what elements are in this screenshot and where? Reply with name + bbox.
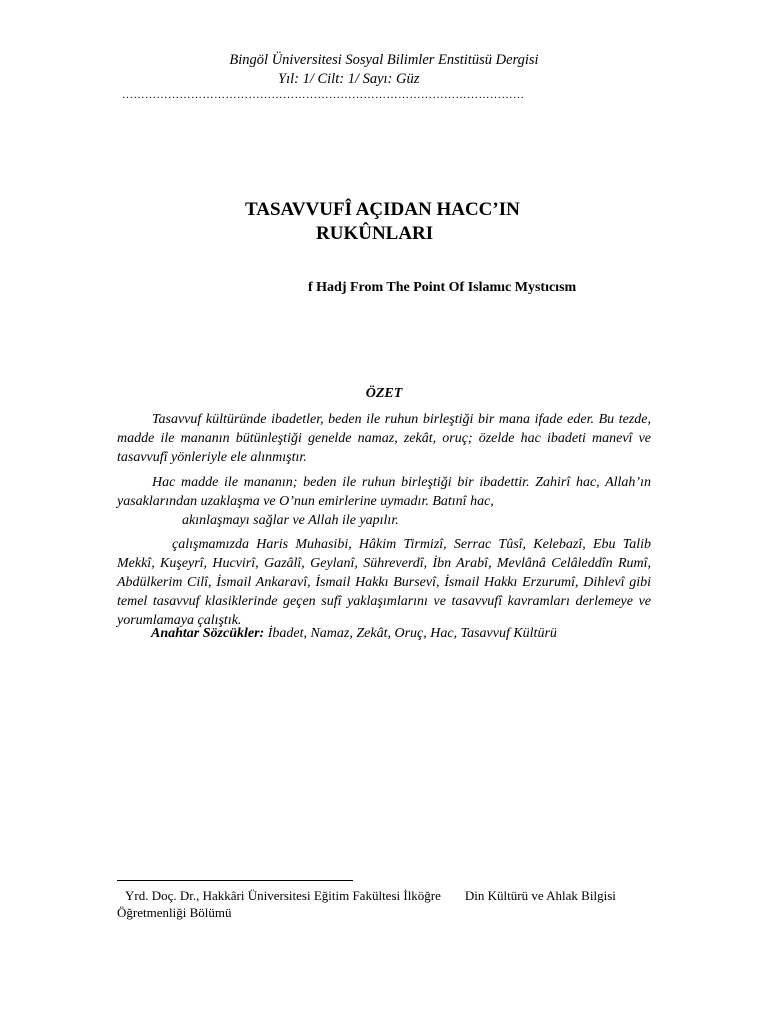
keywords-label: Anahtar Sözcükler: [151,626,265,641]
footnote-rule [117,880,353,881]
abstract-text-3: çalışmamızda Haris Muhasibi, Hâkim Tirmizî, Serrac Tûsî, Kelebazî, Ebu Talib Mekkî, Kuşeyrî, Hucvirî, Gazâlî, Geylanî, Sühreverdî, İbn Arabî, Mevlânâ Celâleddîn Rumî, Abdülkerim Cilî, İsmail Ankaravî, İsmail Hakkı Bursevî, İsmail Hakkı Erzurumî, Dihlevî gibi temel tasavvuf klasiklerinde geçen sufî yaklaşımlarını ve tasavvufî kavramları derlemeye ve yorumlamaya çalıştık. [117,537,651,628]
abstract-heading: ÖZET [365,386,403,401]
footnote [117,887,651,921]
header-separator: …………………………………………………………………………………………… [122,89,525,101]
abstract-text-1: Tasavvuf kültüründe ibadetler, beden ile ruhun birleştiği bir mana ifade eder. Bu tezde, madde ile mananın bütünleştiği genelde namaz, zekât, oruç; özelde hac ibadeti manevî ve tasavvufî yönleriyle ele alınmıştır. [117,412,651,465]
keywords-value: İbadet, Namaz, Zekât, Oruç, Hac, Tasavvuf Kültürü [267,626,557,641]
paper-title-line-2: RUKÛNLARI [316,223,434,244]
abstract-paragraph-3 [117,535,651,630]
abstract-text-2b: akınlaşmayı sağlar ve Allah ile yapılır. [182,513,399,528]
footnote-text-1: Yrd. Doç. Dr., Hakkâri Üniversitesi Eğitim Fakültesi İlköğre [125,888,441,903]
keywords [151,626,557,642]
footnote-text-2: Din Kültürü ve Ahlak Bilgisi Öğretmenliği Bölümü [117,888,616,920]
paper-title-line-1: TASAVVUFÎ AÇIDAN HACC’IN [245,199,520,220]
journal-name: Bingöl Üniversitesi Sosyal Bilimler Enstitüsü Dergisi [229,52,539,68]
abstract-paragraph-2 [117,473,651,530]
abstract-paragraph-1 [117,410,651,467]
abstract-text-2a: Hac madde ile mananın; beden ile ruhun birleştiği bir ibadettir. Zahirî hac, Allah’ın yasaklarından uzaklaşma ve O’nun emirlerine uymadır. Batınî hac, [117,475,651,509]
journal-issue: Yıl: 1/ Cilt: 1/ Sayı: Güz [278,71,420,87]
paper-subtitle-english: f Hadj From The Point Of Islamıc Mystıcısm [308,280,577,295]
